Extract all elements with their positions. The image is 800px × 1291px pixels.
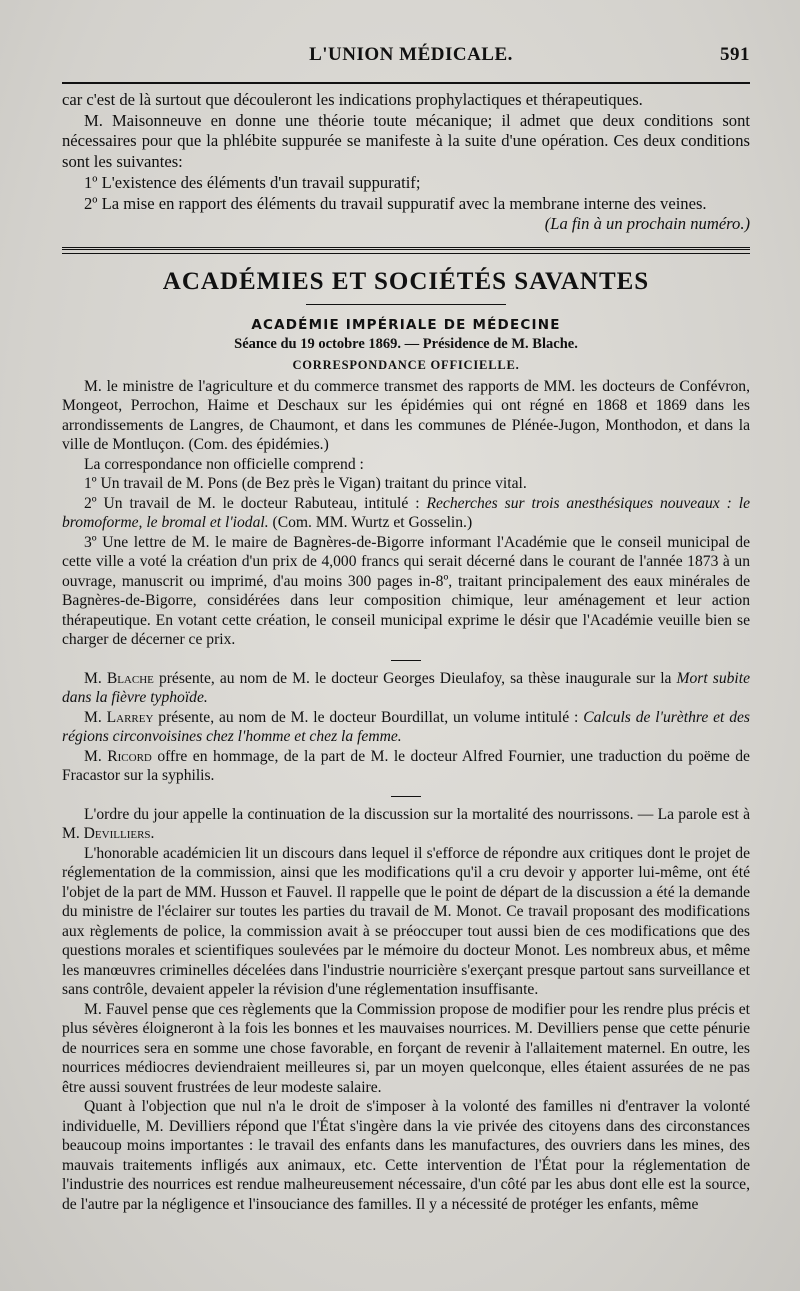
body-paragraph: 1º Un travail de M. Pons (de Bez près le Vigan) traitant du prince vital. [84,475,527,493]
body-paragraph: La correspondance non officielle comprend : [84,455,364,473]
official-correspondence [62,377,750,650]
speaker-name: M. Blache [84,669,154,687]
work-title: Mort subite dans la fièvre typhoïde. [62,669,751,707]
body-paragraph: M. le ministre de l'agriculture et du commerce transmet des rapports de MM. les docteurs de Confévron, Mongeot, Perrochon, Haime et Deschaux sur les épidémies qui ont régné en 1868 et 1869 dans les arrondissements de Langres, de Chaumont, et dans les communes de Plénée-Jugon, Monthodon, et dans la ville de Montluçon. (Com. des épidémies.) [62,377,750,454]
presentation-text: présente, au nom de M. le docteur Georges Dieulafoy, sa thèse inaugurale sur la [153,669,677,687]
presentations [62,669,750,786]
presentation-item [62,747,750,786]
intro-block [62,90,750,235]
presentation-item [62,669,750,708]
body-paragraph: 3º Une lettre de M. le maire de Bagnères-de-Bigorre informant l'Académie que le conseil municipal de cette ville a voté la création d'un prix de 4,000 francs qui serait décerné dans le courant de l'année 1873 à un ouvrage, manuscrit ou imprimé, d'au moins 300 pages in-8º, traitant principalement des eaux minérales de Bagnères-de-Bigorre, considérées dans leur composition chimique, leur aménagement et leur action thérapeutique. En votant cette création, le conseil municipal exprime le désir que l'Académie veuille bien se charger de décerner ce prix. [62,533,750,649]
session-line: Séance du 19 octobre 1869. — Présidence de M. Blache. [234,335,578,352]
debate-paragraph: Quant à l'objection que nul n'a le droit de s'imposer à la volonté des familles ni d'entraver la volonté individuelle, M. Devilliers répond que l'État s'ingère dans la vie privée des citoyens dans des circonstances beaucoup moins importantes : le travail des enfants dans les manufactures, des ouvriers dans les mines, des mauvais traitements infligés aux animaux, etc. Cette intervention de l'État pour la réglementation de l'industrie des nourrices est rendue malheureusement nécessaire, d'un côté par les abus dont elle est la source, de l'autre par la négligence et l'insouciance des familles. Il y a nécessité de protéger les enfants, même [62,1098,750,1213]
section-divider [62,247,750,254]
page-header [62,44,750,66]
intro-paragraph: car c'est de là surtout que découleront les indications prophylactiques et thérapeutiques. [62,90,643,109]
p4-end: (Com. MM. Wurtz et Gosselin.) [268,514,473,532]
debate-paragraph: M. Fauvel pense que ces règlements que la Commission propose de modifier pour les rendre plus précis et plus sévères éloigneront à la fois les bonnes et les mauvaises nourrices. M. Devilliers pense que cette pénurie de nourrices sera en somme une chose favorable, en forçant de revenir à l'allaitement maternel. En outre, les nourrices médiocres deviendraient meilleures si, par un moyen quelconque, elles étaient assurées de ne pas être aussi souvent frustrées de leur modeste salaire. [62,1000,750,1096]
speaker-name: M. Devilliers. [62,825,155,843]
debate [62,805,750,1215]
p4-start: 2º Un travail de M. le docteur Rabuteau, intitulé : [84,494,427,512]
presentation-text: offre en hommage, de la part de M. le docteur Alfred Fournier, une traduction du poëme de Fracastor sur la syphilis. [62,747,750,785]
section-title: ACADÉMIES ET SOCIÉTÉS SAVANTES [162,267,650,295]
debate-paragraph [62,805,750,844]
presentation-item [62,708,750,747]
page-number: 591 [720,44,750,65]
body-paragraph [62,494,750,533]
debate-intro: L'ordre du jour appelle la continuation de la discussion sur la mortalité des nourrissons. — La parole est à [84,805,750,823]
presentation-text: présente, au nom de M. le docteur Bourdillat, un volume intitulé : [153,708,584,726]
paragraph-separator [391,660,421,661]
paragraph-separator [391,796,421,797]
section-title-rule [306,304,506,305]
work-title: Calculs de l'urèthre et des régions circonvoisines chez l'homme et chez la femme. [62,708,751,746]
speaker-name: M. Ricord [84,747,152,765]
debate-paragraph: L'honorable académicien lit un discours dans lequel il s'efforce de répondre aux critiques dont le projet de réglementation de la commission, ainsi que les modifications qu'il a cru devoir y apporter lui-même, ont été l'objet de la part de MM. Husson et Fauvel. Il rappelle que le point de départ de la discussion a été la demande du ministre de l'éclairer sur toutes les parties du travail de M. Monot. Ce travail proposant des modifications aux règlements de police, la commission avait à se préoccuper tout aussi bien de ces modifications que des questions morales et scientifiques soulevées par le mémoire du docteur Monot. Les nombreux abus, et même les manœuvres criminelles décelées dans l'industrie nourricière s'exerçant presque partout sans surveillance et sans contrôle, devaient appeler la révision d'une réglementation insuffisante. [62,844,750,999]
correspondence-heading: CORRESPONDANCE OFFICIELLE. [292,357,520,372]
speaker-name: M. Larrey [84,708,154,726]
intro-list-item: 1º L'existence des éléments d'un travail suppuratif; [84,172,421,192]
intro-list-item: 2º La mise en rapport des éléments du travail suppuratif avec la membrane interne des veines. [84,193,707,213]
running-title: L'UNION MÉDICALE. [309,44,513,65]
academy-subtitle: ACADÉMIE IMPÉRIALE DE MÉDECINE [251,316,561,333]
header-rule [62,82,750,84]
continuation-note: (La fin à un prochain numéro.) [544,214,750,234]
work-title: Recherches sur trois anesthésiques nouveaux : le bromoforme, le bromal et l'iodal. [62,494,750,532]
intro-paragraph: M. Maisonneuve en donne une théorie toute mécanique; il admet que deux conditions sont nécessaires pour que la phlébite suppurée se manifeste à la suite d'une opération. Ces deux conditions sont les suivantes: [62,110,750,172]
